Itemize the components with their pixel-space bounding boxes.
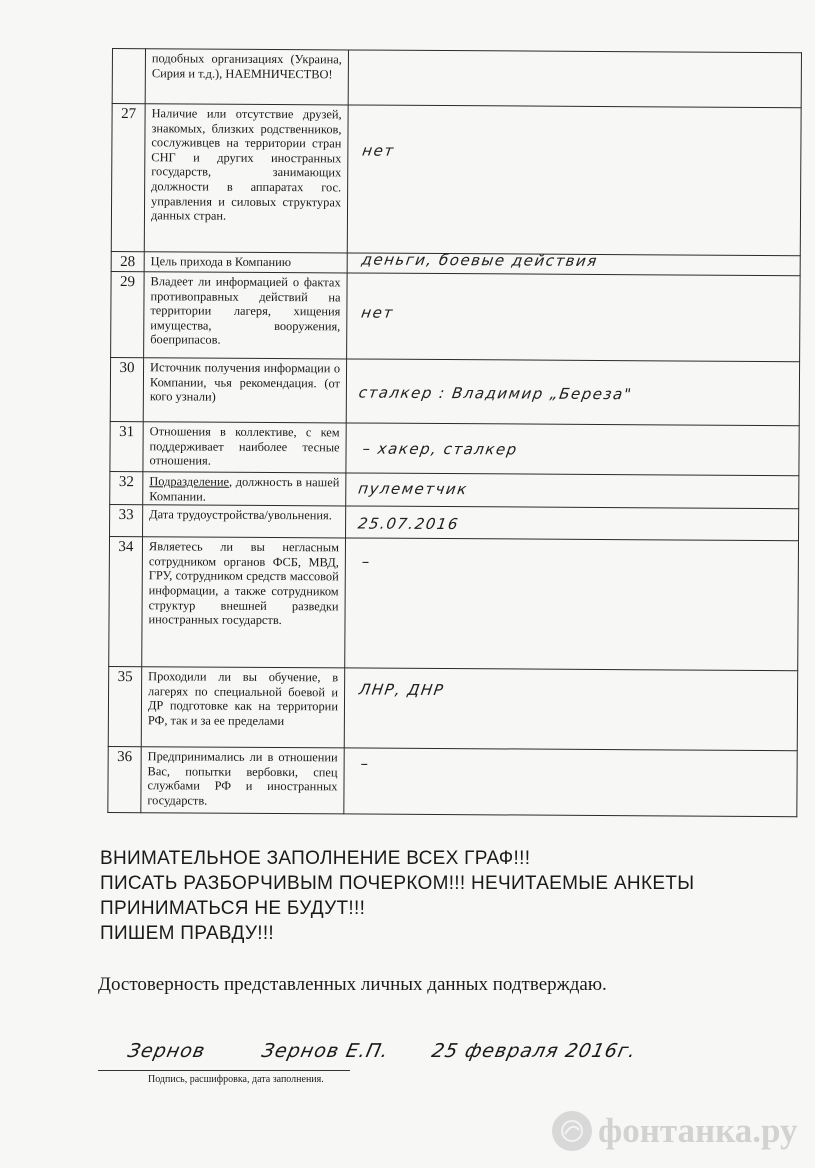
question-cell: Предпринимались ли в отношении Вас, попытки вербовки, спец службами РФ и иностранных государств. (141, 747, 344, 814)
answer-cell (348, 50, 801, 108)
confirmation-text: Достоверность представленных личных данных подтверждаю. (98, 974, 607, 995)
row-number: 31 (110, 421, 143, 471)
notice-line: ПИСАТЬ РАЗБОРЧИВЫМ ПОЧЕРКОМ!!! НЕЧИТАЕМЫЕ АНКЕТЫ (100, 873, 695, 894)
answer-cell (346, 506, 799, 541)
answer-cell (345, 538, 799, 671)
row-number: 32 (110, 471, 143, 504)
row-number: 33 (110, 505, 143, 537)
row-number (112, 49, 145, 104)
signature-date: 25 февраля 2016г. (429, 1040, 639, 1062)
handwritten-answer: 25.07.2016 (356, 514, 461, 534)
row-number: 36 (108, 747, 141, 813)
handwritten-answer: нет (361, 141, 396, 160)
question-cell: Источник получения информации о Компании, чья рекомендация. (от кого узнали) (143, 358, 346, 423)
question-cell: подобных организациях (Украина, Сирия и т.д.), НАЕМНИЧЕСТВО! (145, 49, 348, 105)
table-row (108, 747, 797, 817)
questionnaire-table (107, 48, 802, 817)
row-number: 28 (111, 251, 144, 271)
notice-line: ВНИМАТЕЛЬНОЕ ЗАПОЛНЕНИЕ ВСЕХ ГРАФ!!! (100, 848, 531, 869)
question-cell (143, 472, 346, 506)
question-cell: Дата трудоустройства/увольнения. (143, 505, 346, 538)
watermark-logo (552, 1106, 802, 1156)
handwritten-answer: деньги, боевые действия (360, 250, 600, 270)
notice-block (100, 846, 790, 946)
question-cell: Цель прихода в Компанию (144, 252, 347, 273)
signature-name: Зернов Е.П. (259, 1040, 391, 1062)
answer-cell (347, 250, 800, 276)
handwritten-answer: нет (360, 303, 395, 322)
answer-cell (346, 359, 799, 426)
table-row (109, 537, 799, 671)
signature-mark: Зернов (125, 1040, 208, 1062)
handwritten-answer: сталкер : Владимир „Береза" (357, 383, 634, 404)
row-number: 30 (110, 357, 143, 421)
answer-cell (344, 668, 797, 751)
notice-line: ПИШЕМ ПРАВДУ!!! (100, 923, 274, 944)
answer-cell (347, 105, 801, 256)
signature-line (98, 1070, 350, 1071)
question-cell: Являетесь ли вы негласным сотрудником органов ФСБ, МВД, ГРУ, сотрудником средств массовой информации, а также сотрудником структур внешней разведки иностранных государств. (142, 537, 346, 668)
answer-cell (344, 748, 797, 817)
question-cell: Проходили ли вы обучение, в лагерях по специальной боевой и ДР подготовке как на территории РФ, так и за ее пределами (141, 667, 344, 748)
signature-caption: Подпись, расшифровка, дата заполнения. (148, 1074, 324, 1085)
question-cell: Наличие или отсутствие друзей, знакомых, близких родственников, сослуживцев на территории стран СНГ и других иностранных государств, занимающих должности в аппаратах гос. управления и силовых структурах данных стран. (144, 104, 348, 253)
notice-line: ПРИНИМАТЬСЯ НЕ БУДУТ!!! (100, 898, 366, 919)
handwritten-answer: ЛНР, ДНР (357, 680, 446, 700)
handwritten-answer: – (359, 754, 371, 773)
fontanka-emblem-icon (552, 1111, 592, 1151)
handwritten-answer: – (360, 552, 373, 571)
table-row (108, 667, 797, 751)
row-number: 27 (111, 104, 145, 252)
table-row (111, 104, 801, 256)
watermark-text: фонтанка.ру (598, 1111, 798, 1150)
row-number: 29 (111, 271, 145, 357)
table-row (110, 357, 799, 425)
row-number: 34 (109, 537, 143, 667)
answer-cell (347, 273, 801, 362)
table-row (110, 421, 799, 475)
answer-cell (346, 423, 799, 476)
handwritten-answer: – хакер, сталкер (361, 439, 520, 459)
table-row (112, 49, 801, 108)
table-row (110, 471, 799, 508)
question-underlined-term: Подразделение (149, 474, 230, 489)
answer-cell (346, 473, 799, 509)
table-row (111, 271, 801, 361)
row-number: 35 (108, 667, 141, 747)
question-cell: Владеет ли информацией о фактах противоправных действий на территории лагеря, хищения имущества, вооружения, боеприпасов. (144, 272, 348, 359)
table-row (110, 505, 799, 541)
question-text: , должность в нашей Компании. (149, 474, 340, 504)
question-cell: Отношения в коллективе, с кем поддерживает наиболее тесные отношения. (143, 422, 346, 473)
handwritten-answer: пулеметчик (356, 479, 470, 499)
